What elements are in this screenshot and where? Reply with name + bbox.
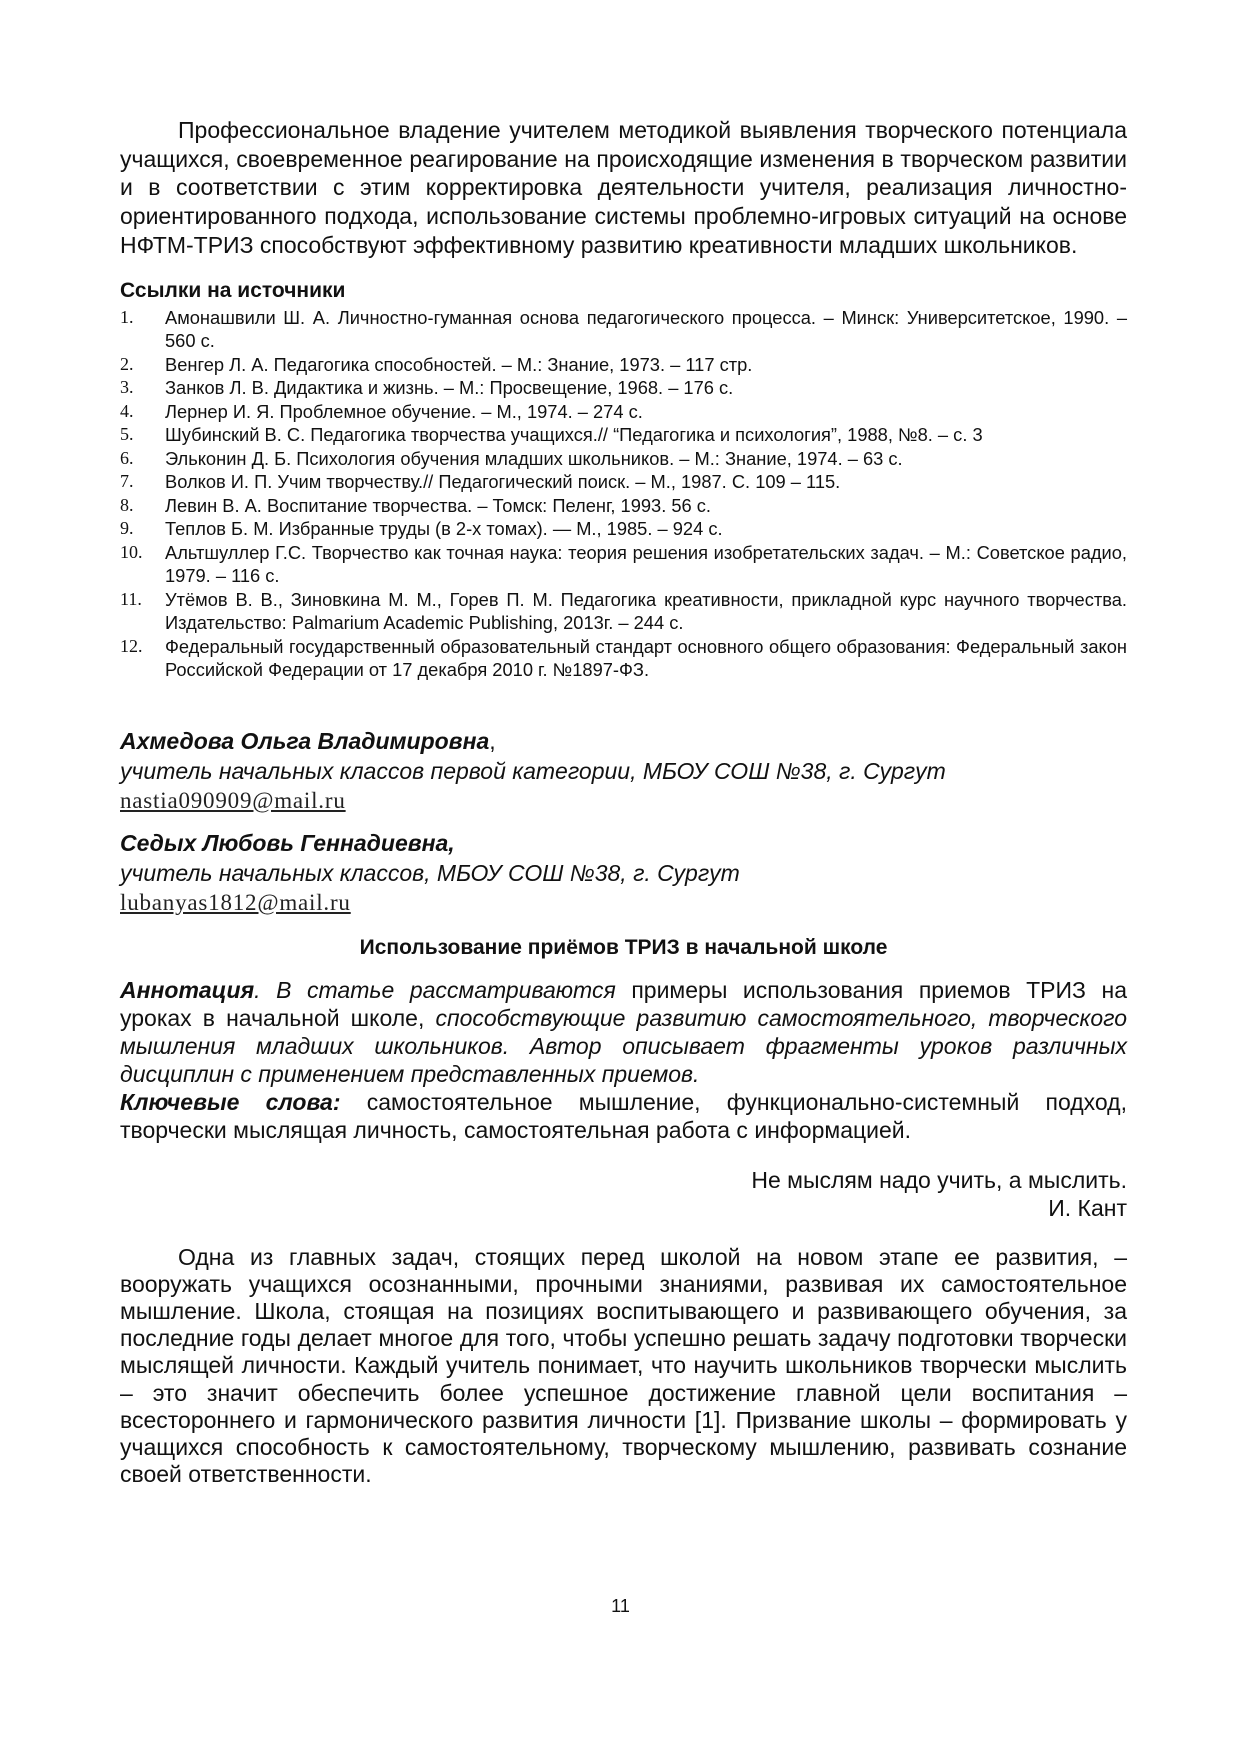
reference-number: 3. — [120, 377, 134, 398]
author-email-link[interactable]: nastia090909@mail.ru — [120, 787, 346, 813]
reference-text: Лернер И. Я. Проблемное обучение. – М., 1974. – 274 с. — [165, 400, 643, 422]
abstract: Аннотация. В статье рассматриваются примеры использования приемов ТРИЗ на уроках в начальной школе, способствующие развитию самостоятельного, творческого мышления младших школьников. Автор описывает фрагменты уроков различных дисциплин с применением представленных приемов. — [120, 976, 1128, 1087]
reference-text: Шубинский В. С. Педагогика творчества учащихся.// “Педагогика и психология”, 1988, №8. – с. 3 — [165, 424, 983, 446]
article-title: Использование приёмов ТРИЗ в начальной школе — [359, 935, 888, 959]
reference-number: 4. — [120, 400, 134, 421]
reference-text: Венгер Л. А. Педагогика способностей. – М.: Знание, 1973. – 117 стр. — [165, 353, 753, 375]
references-list — [120, 306, 1127, 682]
reference-text: Занков Л. В. Дидактика и жизнь. – М.: Просвещение, 1968. – 176 с. — [165, 377, 734, 399]
reference-item — [120, 353, 1127, 377]
author-block — [120, 726, 1127, 816]
keywords-label: Ключевые слова: — [120, 1088, 341, 1115]
author-block — [120, 828, 1127, 918]
reference-number: 10. — [120, 541, 143, 562]
reference-number: 8. — [120, 494, 134, 515]
reference-item — [120, 470, 1127, 494]
reference-item — [120, 541, 1127, 588]
reference-number: 5. — [120, 424, 134, 445]
intro-paragraph: Профессиональное владение учителем методикой выявления творческого потенциала учащихся, своевременное реагирование на происходящие изменения в творческом развитии и в соответствии с этим корректировка деятельности учителя, реализация личностно-ориентированного подхода, использование системы проблемно-игровых ситуаций на основе НФТМ-ТРИЗ способствуют эффективному развитию креативности младших школьников. — [120, 117, 1127, 258]
reference-number: 6. — [120, 447, 134, 468]
reference-item — [120, 376, 1127, 400]
author-name: Седых Любовь Геннадиевна, — [120, 829, 455, 856]
reference-item — [120, 400, 1127, 424]
author-role: учитель начальных классов первой категории, МБОУ СОШ №38, г. Сургут — [120, 757, 946, 784]
reference-item — [120, 635, 1127, 682]
author-email-link[interactable]: lubanyas1812@mail.ru — [120, 889, 351, 915]
reference-number: 9. — [120, 518, 134, 539]
reference-number: 2. — [120, 353, 134, 374]
epigraph-author: И. Кант — [1048, 1194, 1127, 1221]
reference-number: 7. — [120, 471, 134, 492]
reference-item — [120, 517, 1127, 541]
reference-text: Эльконин Д. Б. Психология обучения младших школьников. – М.: Знание, 1974. – 63 с. — [165, 447, 903, 469]
page-number: 11 — [611, 1596, 630, 1616]
reference-item — [120, 306, 1127, 353]
epigraph-quote: Не мыслям надо учить, а мыслить. — [751, 1166, 1127, 1193]
reference-item — [120, 447, 1127, 471]
reference-number: 12. — [120, 635, 143, 656]
references-heading: Ссылки на источники — [120, 278, 346, 302]
body-paragraph: Одна из главных задач, стоящих перед школой на новом этапе ее развития, – вооружать учащихся осознанными, прочными знаниями, развивая их самостоятельное мышление. Школа, стоящая на позициях воспитывающего и развивающего обучения, за последние годы делает многое для того, чтобы успешно решать задачу подготовки творчески мыслящей личности. Каждый учитель понимает, что научить школьников творчески мыслить – это значит обеспечить более успешное достижение главной цели воспитания – всестороннего и гармонического развития личности [1]. Призвание школы – формировать у учащихся способность к самостоятельному, творческому мышлению, развивать сознание своей ответственности. — [120, 1243, 1127, 1488]
reference-number: 11. — [120, 588, 142, 609]
reference-number: 1. — [120, 306, 134, 327]
reference-item — [120, 588, 1127, 635]
keywords: Ключевые слова: самостоятельное мышление, функционально-системный подход, творчески мыслящая личность, самостоятельная работа с информацией. — [120, 1088, 1127, 1143]
author-name: Ахмедова Ольга Владимировна, — [120, 727, 496, 754]
author-role: учитель начальных классов, МБОУ СОШ №38, г. Сургут — [120, 859, 740, 886]
reference-text: Теплов Б. М. Избранные труды (в 2-х томах). — М., 1985. – 924 с. — [165, 518, 723, 540]
reference-item — [120, 423, 1127, 447]
document-page — [120, 116, 1127, 1488]
reference-text: Утёмов В. В., Зиновкина М. М., Горев П. М. Педагогика креативности, прикладной курс научного творчества. Издательство: Palmarium Academic Publishing, 2013г. – 244 с. — [165, 588, 1127, 634]
reference-text: Федеральный государственный образовательный стандарт основного общего образования: Федеральный закон Российской Федерации от 17 декабря 2010 г. №1897-ФЗ. — [165, 635, 1127, 681]
reference-item — [120, 494, 1127, 518]
abstract-label: Аннотация — [120, 976, 255, 1003]
reference-text: Левин В. А. Воспитание творчества. – Томск: Пеленг, 1993. 56 с. — [165, 494, 712, 516]
reference-text: Амонашвили Ш. А. Личностно-гуманная основа педагогического процесса. – Минск: Университетское, 1990. – 560 с. — [165, 306, 1127, 352]
reference-text: Альтшуллер Г.С. Творчество как точная наука: теория решения изобретательских задач. – М.: Советское радио, 1979. – 116 с. — [165, 541, 1127, 587]
reference-text: Волков И. П. Учим творчеству.// Педагогический поиск. – М., 1987. С. 109 – 115. — [165, 471, 841, 493]
